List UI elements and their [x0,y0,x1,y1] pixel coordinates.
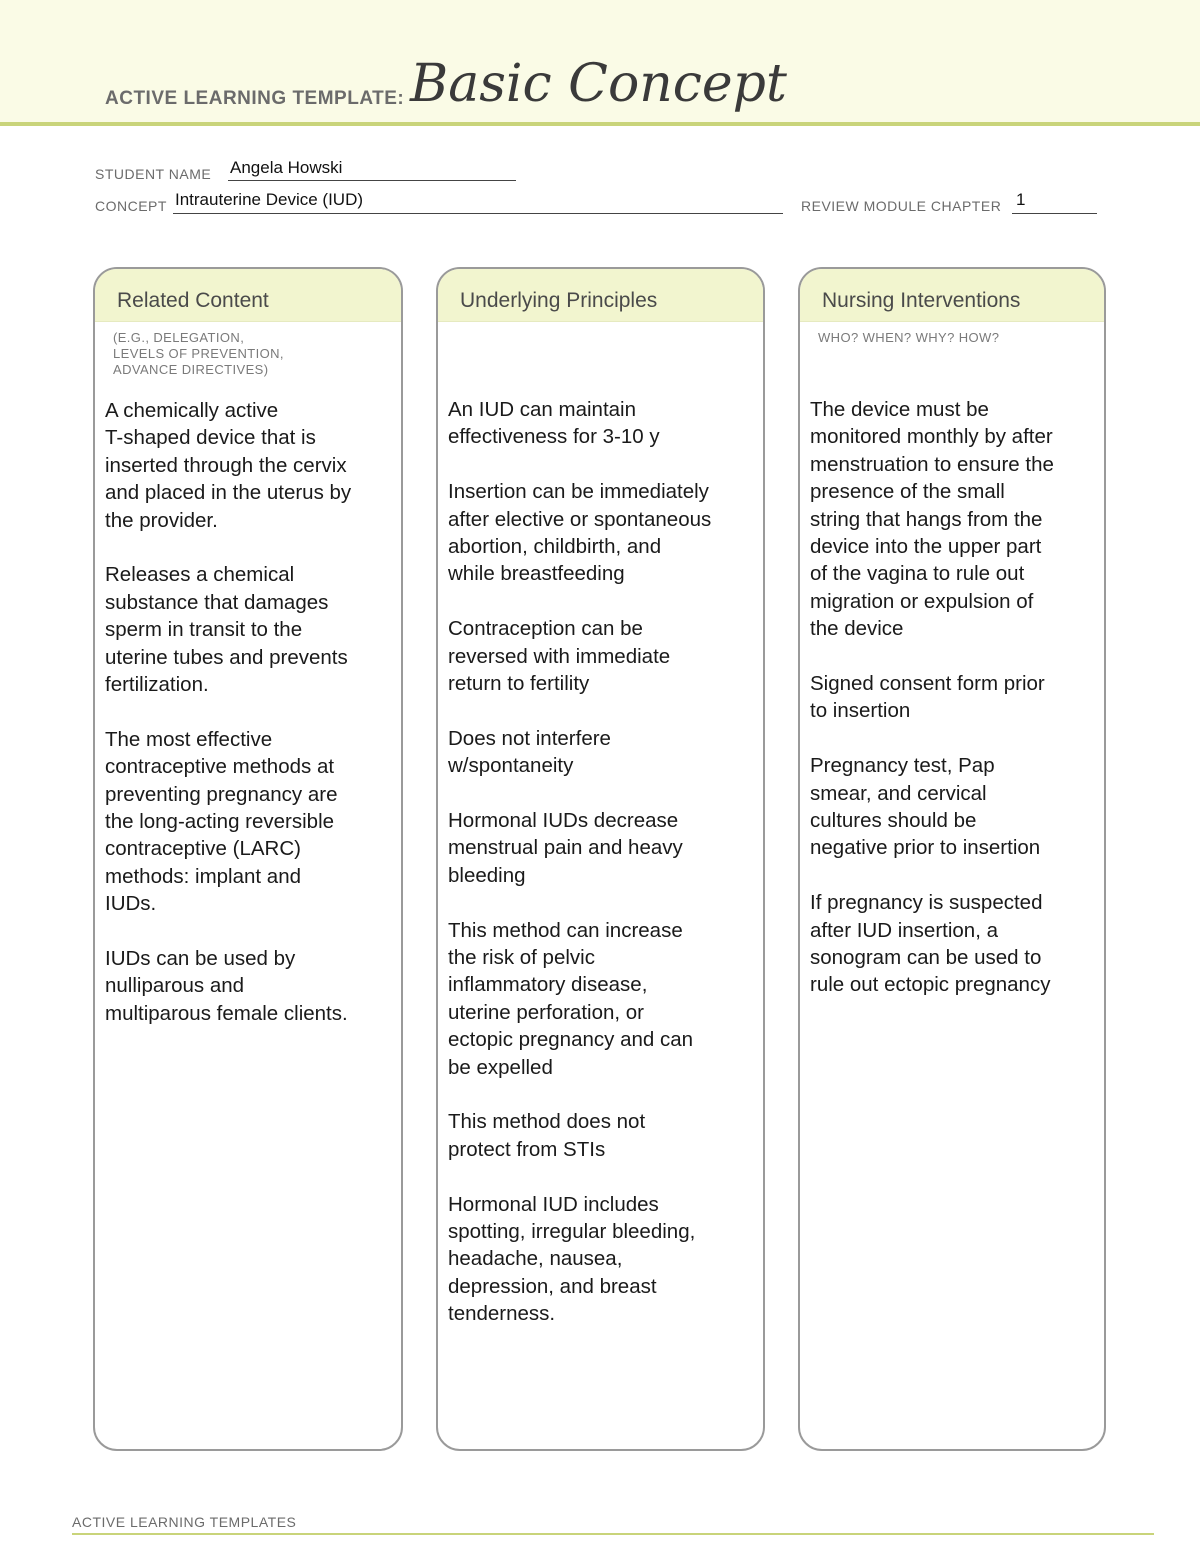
template-label: ACTIVE LEARNING TEMPLATE: [105,88,405,109]
content-line: preventing pregnancy are [105,782,338,806]
concept-underline [173,213,783,214]
related-content-card [93,267,403,1451]
content-line: of the vagina to rule out [810,562,1025,586]
review-module-underline [1012,213,1097,214]
content-line: menstruation to ensure the [810,452,1054,476]
content-line: return to fertility [448,672,590,696]
review-module-field[interactable]: 1 [1016,190,1026,209]
review-module-label: REVIEW MODULE CHAPTER [801,198,1002,214]
nursing-interventions-hint [818,330,1104,346]
content-line: after elective or spontaneous [448,507,712,531]
content-line: the device [810,617,904,641]
underlying-principles-card [436,267,765,1451]
content-line: T-shaped device that is [105,426,316,450]
content-line: be expelled [448,1055,553,1079]
student-name-field[interactable]: Angela Howski [230,158,343,177]
related-content-hint [113,330,401,378]
concept-label: CONCEPT [95,198,167,214]
underlying-principles-body [448,396,753,1355]
content-paragraph [448,807,753,889]
content-line: abortion, childbirth, and [448,535,662,559]
related-content-header [95,269,401,322]
page-title: Basic Concept [410,54,787,114]
content-line: cultures should be [810,809,977,833]
content-line: uterine tubes and prevents [105,645,348,669]
content-line: bleeding [448,863,526,887]
content-line: spotting, irregular bleeding, [448,1220,696,1244]
content-paragraph [105,561,391,698]
content-line: uterine perforation, or [448,1000,645,1024]
content-line: depression, and breast [448,1274,657,1298]
content-paragraph [105,945,391,1027]
content-line: A chemically active [105,399,279,422]
content-line: protect from STIs [448,1137,606,1161]
content-paragraph [448,615,753,697]
underlying-principles-title: Underlying Principles [460,289,658,312]
footer-label: ACTIVE LEARNING TEMPLATES [72,1514,297,1530]
content-line: This method can increase [448,918,683,942]
content-line: nulliparous and [105,974,245,998]
content-line: the provider. [105,508,218,532]
content-line: headache, nausea, [448,1247,623,1271]
content-paragraph [810,396,1094,643]
content-line: sperm in transit to the [105,618,303,642]
content-line: ectopic pregnancy and can [448,1028,694,1052]
header-rule [0,122,1200,126]
content-paragraph [810,752,1094,862]
content-paragraph [105,726,391,918]
content-paragraph [810,889,1094,999]
hint-line: (E.G., DELEGATION, [113,330,245,345]
content-line: migration or expulsion of [810,589,1034,613]
content-line: If pregnancy is suspected [810,891,1043,915]
content-line: the long-acting reversible [105,810,335,834]
content-line: contraceptive methods at [105,755,335,779]
content-paragraph [448,1191,753,1328]
content-line: Hormonal IUD includes [448,1192,659,1216]
content-line: sonogram can be used to [810,946,1042,970]
content-line: The device must be [810,398,989,421]
content-line: The most effective [105,727,273,751]
nursing-interventions-header [800,269,1104,322]
content-line: multiparous female clients. [105,1001,348,1025]
content-line: substance that damages [105,590,329,614]
content-line: string that hangs from the [810,507,1043,531]
content-paragraph [810,670,1094,725]
content-paragraph [448,478,753,588]
content-line: tenderness. [448,1302,556,1326]
underlying-principles-header [438,269,763,322]
concept-field[interactable]: Intrauterine Device (IUD) [175,190,364,209]
content-line: monitored monthly by after [810,425,1053,449]
student-name-underline [228,180,516,181]
content-paragraph [448,396,753,451]
content-line: effectiveness for 3-10 y [448,425,660,449]
content-line: while breastfeeding [448,562,625,586]
content-line: methods: implant and [105,864,302,888]
nursing-interventions-card [798,267,1106,1451]
content-line: and placed in the uterus by [105,481,352,505]
content-line: contraceptive (LARC) [105,837,301,861]
content-line: Releases a chemical [105,563,295,587]
content-line: Signed consent form prior [810,672,1045,696]
content-paragraph [448,1108,753,1163]
related-content-body [105,397,391,1055]
content-line: rule out ectopic pregnancy [810,973,1051,997]
content-line: w/spontaneity [448,754,574,778]
content-line: Hormonal IUDs decrease [448,809,679,833]
content-line: Insertion can be immediately [448,480,709,504]
content-paragraph [448,917,753,1081]
content-line: after IUD insertion, a [810,918,998,942]
content-line: to insertion [810,699,911,723]
content-line: reversed with immediate [448,644,671,668]
hint-line: WHO? WHEN? WHY? HOW? [818,330,1000,345]
content-paragraph [105,397,391,534]
content-line: This method does not [448,1110,646,1134]
content-line: the risk of pelvic [448,946,595,970]
student-name-label: STUDENT NAME [95,166,212,182]
content-line: IUDs. [105,892,157,916]
content-line: Pregnancy test, Pap [810,754,995,778]
content-line: smear, and cervical [810,781,987,805]
content-line: presence of the small [810,480,1005,504]
content-line: inserted through the cervix [105,453,347,477]
content-line: An IUD can maintain [448,398,637,421]
content-line: Does not interfere [448,726,611,750]
content-line: menstrual pain and heavy [448,836,683,860]
content-line: inflammatory disease, [448,973,648,997]
content-line: IUDs can be used by [105,947,296,971]
hint-line: ADVANCE DIRECTIVES) [113,362,269,377]
nursing-interventions-body [810,396,1094,1026]
content-paragraph [448,725,753,780]
footer-rule [72,1533,1154,1535]
hint-line: LEVELS OF PREVENTION, [113,346,284,361]
content-line: Contraception can be [448,617,643,641]
related-content-title: Related Content [117,289,269,312]
nursing-interventions-title: Nursing Interventions [822,289,1021,312]
content-line: device into the upper part [810,535,1042,559]
content-line: fertilization. [105,673,209,697]
content-line: negative prior to insertion [810,836,1041,860]
